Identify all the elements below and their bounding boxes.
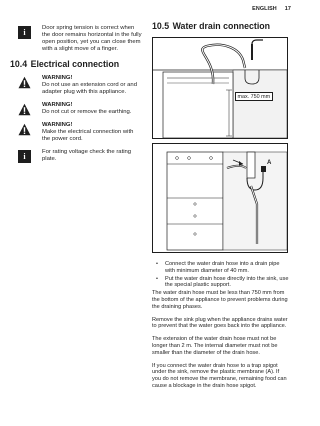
list-item: • Connect the water drain hose into a drain pipe with minimum diameter of 40 mm.	[156, 261, 280, 274]
paragraph: If you connect the water drain hose to a trap spigot under the sink, remove the plastic membrane (A). If you do not remove the membrane, remaining food can cause a blockage in the drain hose spigot.	[152, 362, 287, 389]
max-height-label: max. 750 mm	[235, 92, 273, 101]
page-header	[252, 6, 291, 12]
drain-bullet-list	[152, 261, 289, 289]
paragraph: The extension of the water drain hose must not be longer than 2 m. The internal diameter must not be smaller than the diameter of the drain hose.	[152, 336, 278, 356]
info-icon: i	[18, 26, 31, 39]
language-label: ENGLISH	[252, 6, 277, 12]
left-column	[10, 25, 143, 169]
trap-spigot-figure	[152, 143, 288, 253]
page-number: 17	[284, 6, 291, 12]
warning-title: WARNING!	[42, 122, 73, 128]
drain-hose-height-figure	[152, 37, 288, 139]
warning-text: Make the electrical connection with the power cord.	[42, 129, 134, 142]
warning-title: WARNING!	[42, 75, 73, 81]
info-note-text: For rating voltage check the rating plate.	[42, 149, 132, 162]
warning-icon	[18, 103, 31, 116]
info-note	[10, 149, 143, 163]
info-note	[10, 25, 143, 53]
warning-note	[10, 75, 143, 96]
warning-text: Do not cut or remove the earthing.	[42, 109, 132, 115]
section-number: 10.4	[10, 59, 28, 69]
paragraph: Remove the sink plug when the appliance drains water to prevent that the water goes back into the appliance.	[152, 316, 288, 330]
section-title: Water drain connection	[172, 21, 271, 31]
warning-icon	[18, 76, 31, 89]
section-number: 10.5	[152, 21, 170, 31]
warning-title: WARNING!	[42, 102, 73, 108]
warning-note	[10, 102, 143, 116]
right-column	[152, 17, 289, 396]
section-title: Electrical connection	[30, 59, 120, 69]
warning-text: Do not use an extension cord or and adapter plug with this appliance.	[42, 82, 137, 95]
list-item: • Put the water drain hose directly into the sink, use the special plastic support.	[156, 275, 289, 289]
paragraph: The water drain hose must be less than 750 mm from the bottom of the appliance to prevent problems during the draining phases.	[152, 290, 288, 310]
membrane-label: A	[267, 160, 272, 166]
section-heading-electrical	[10, 59, 143, 69]
warning-icon	[18, 123, 31, 136]
info-icon: i	[18, 150, 31, 163]
section-heading-drain	[152, 21, 289, 31]
info-note-text: Door spring tension is correct when the door remains horizontal in the fully open position, yet you can close them with a slight move of a finger.	[42, 25, 142, 52]
warning-note	[10, 122, 143, 143]
